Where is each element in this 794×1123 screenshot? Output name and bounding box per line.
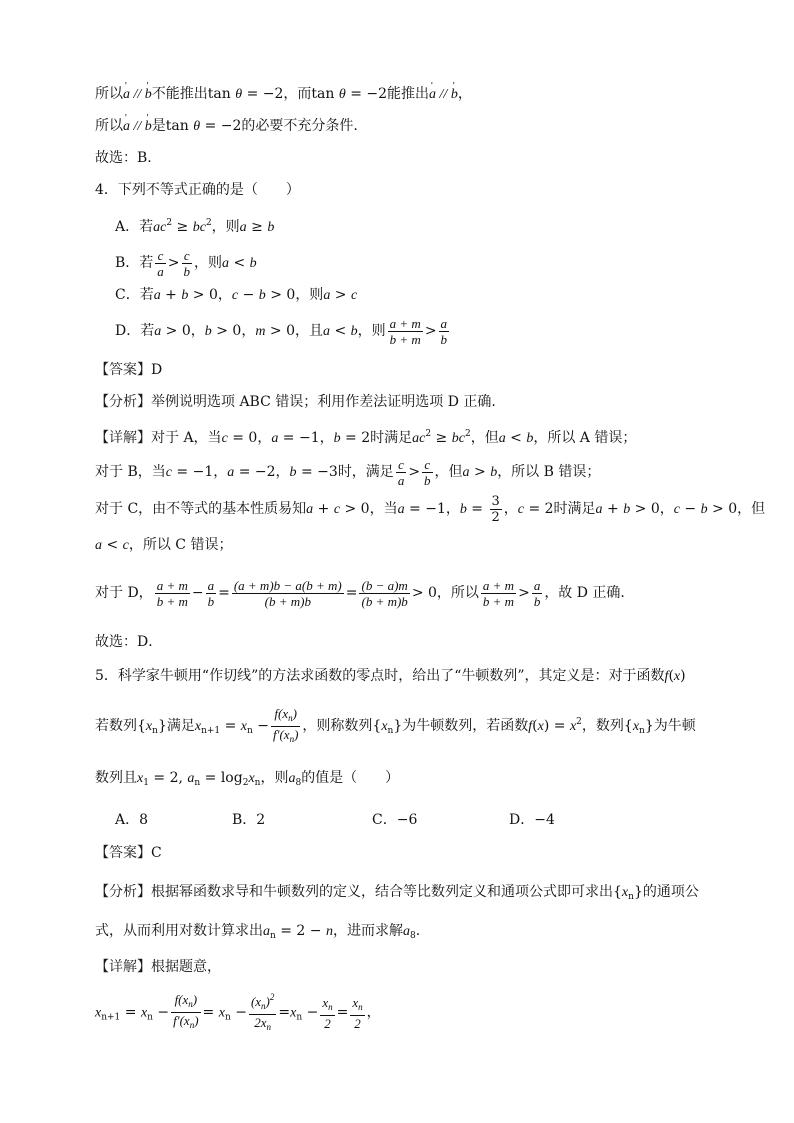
question-5-line-3: 数列且$x_1 = 2$, $a_n = \log_2x_n$，则$a_8$的值是（ ） [95, 770, 400, 788]
q5-detail-label: 【详解】根据题意， [95, 959, 221, 975]
q5-answer: 【答案】C [95, 845, 162, 861]
q4-option-b: B．若 $\frac{c}{a}$ > $\frac{c}{b}$ ，则a < b [115, 247, 257, 279]
question-5-line-2: 若数列$\{x_n\}$满足$x_{n+1} = x_n$ − $\frac{f(x_n)}{f'(x_n)}$ ，则称数列$\{x_n\}$为牛顿数列，若函数$f(x) = x^2$，数列$\{x_n\}$为牛顿 [95, 705, 696, 744]
q5-analysis-2: 式，从而利用对数计算求出$a_n = 2 - n$，进而求解$a_8$. [95, 923, 421, 941]
q4-option-d: D．若a > 0，b > 0，m > 0，且a < b，则 $\frac{a + m}{b + m}$ > $\frac{a}{b}$ [115, 315, 448, 347]
q4-detail-c-cont: a < c，所以 C 错误； [95, 537, 233, 553]
q4-detail-a: 【详解】对于 A，当c = 0，a = −1，b = 2时满足$ac^2 \ge bc^2$，但a < b，所以 A 错误； [95, 429, 637, 446]
q5-analysis-1: 【分析】根据幂函数求导和牛顿数列的定义，结合等比数列定义和通项公式即可求出$\{x_n\}$的通项公 [95, 884, 699, 902]
question-5-line-1: 5．科学家牛顿用“作切线”的方法求函数的零点时，给出了“牛顿数列”，其定义是：对于函数f(x) [95, 668, 686, 684]
answer-choice-3: 故选：B. [95, 150, 152, 166]
q5-option-b: B．2 [232, 812, 266, 828]
question-4-title: 4．下列不等式正确的是（ ） [95, 182, 300, 198]
q4-option-c: C．若a + b > 0，c − b > 0，则a > c [115, 287, 358, 303]
q5-detail-formula: $x_{n+1} = x_n$ − $\frac{f(x_n)}{f'(x_n)}$ = $x_n$ − $\frac{(x_n)^2}{2x_n}$ $=x_n$ − $\frac{x_n}{2}$ = $\frac{x_n}{2}$ ， [95, 992, 381, 1032]
text-line-1: 所以' a // ' b不能推出tan θ = −2，而tan θ = −2能推出' a // ' b， [95, 84, 472, 105]
q5-option-d: D．−4 [509, 812, 555, 828]
q4-option-a: A．若$ac^2 \ge bc^2$，则a ≥ b [115, 218, 275, 235]
q5-option-a: A．8 [115, 812, 149, 828]
q4-detail-d: 对于 D， $\frac{a + m}{b + m}$ − $\frac{a}{b}$ = $\frac{(a + m)b - a(b + m)}{(b + m)b}$ = $\frac{(b - a)m}{(b + m)b}$ > 0，所以 $\frac{a + m}{b + m}$ > $\frac{a}{b}$ ，故 D 正确. [95, 577, 625, 609]
q4-detail-c: 对于 C，由不等式的基本性质易知a + c > 0，当a = −1，b = $\frac{3}{2}$ ，c = 2时满足a + b > 0，c − b > 0，但 [95, 493, 766, 525]
text-line-2: 所以' a // ' b是tan θ = −2的必要不充分条件. [95, 116, 358, 137]
q4-detail-b: 对于 B，当c = −1，a = −2，b = −3时，满足 $\frac{c}{a}$ > $\frac{c}{b}$ ，但a > b，所以 B 错误； [95, 456, 601, 488]
q4-answer: 【答案】D [95, 362, 163, 378]
q5-option-c: C．−6 [372, 812, 418, 828]
q4-selection: 故选：D． [95, 634, 163, 650]
q4-analysis: 【分析】举例说明选项 ABC 错误；利用作差法证明选项 D 正确. [95, 394, 496, 410]
